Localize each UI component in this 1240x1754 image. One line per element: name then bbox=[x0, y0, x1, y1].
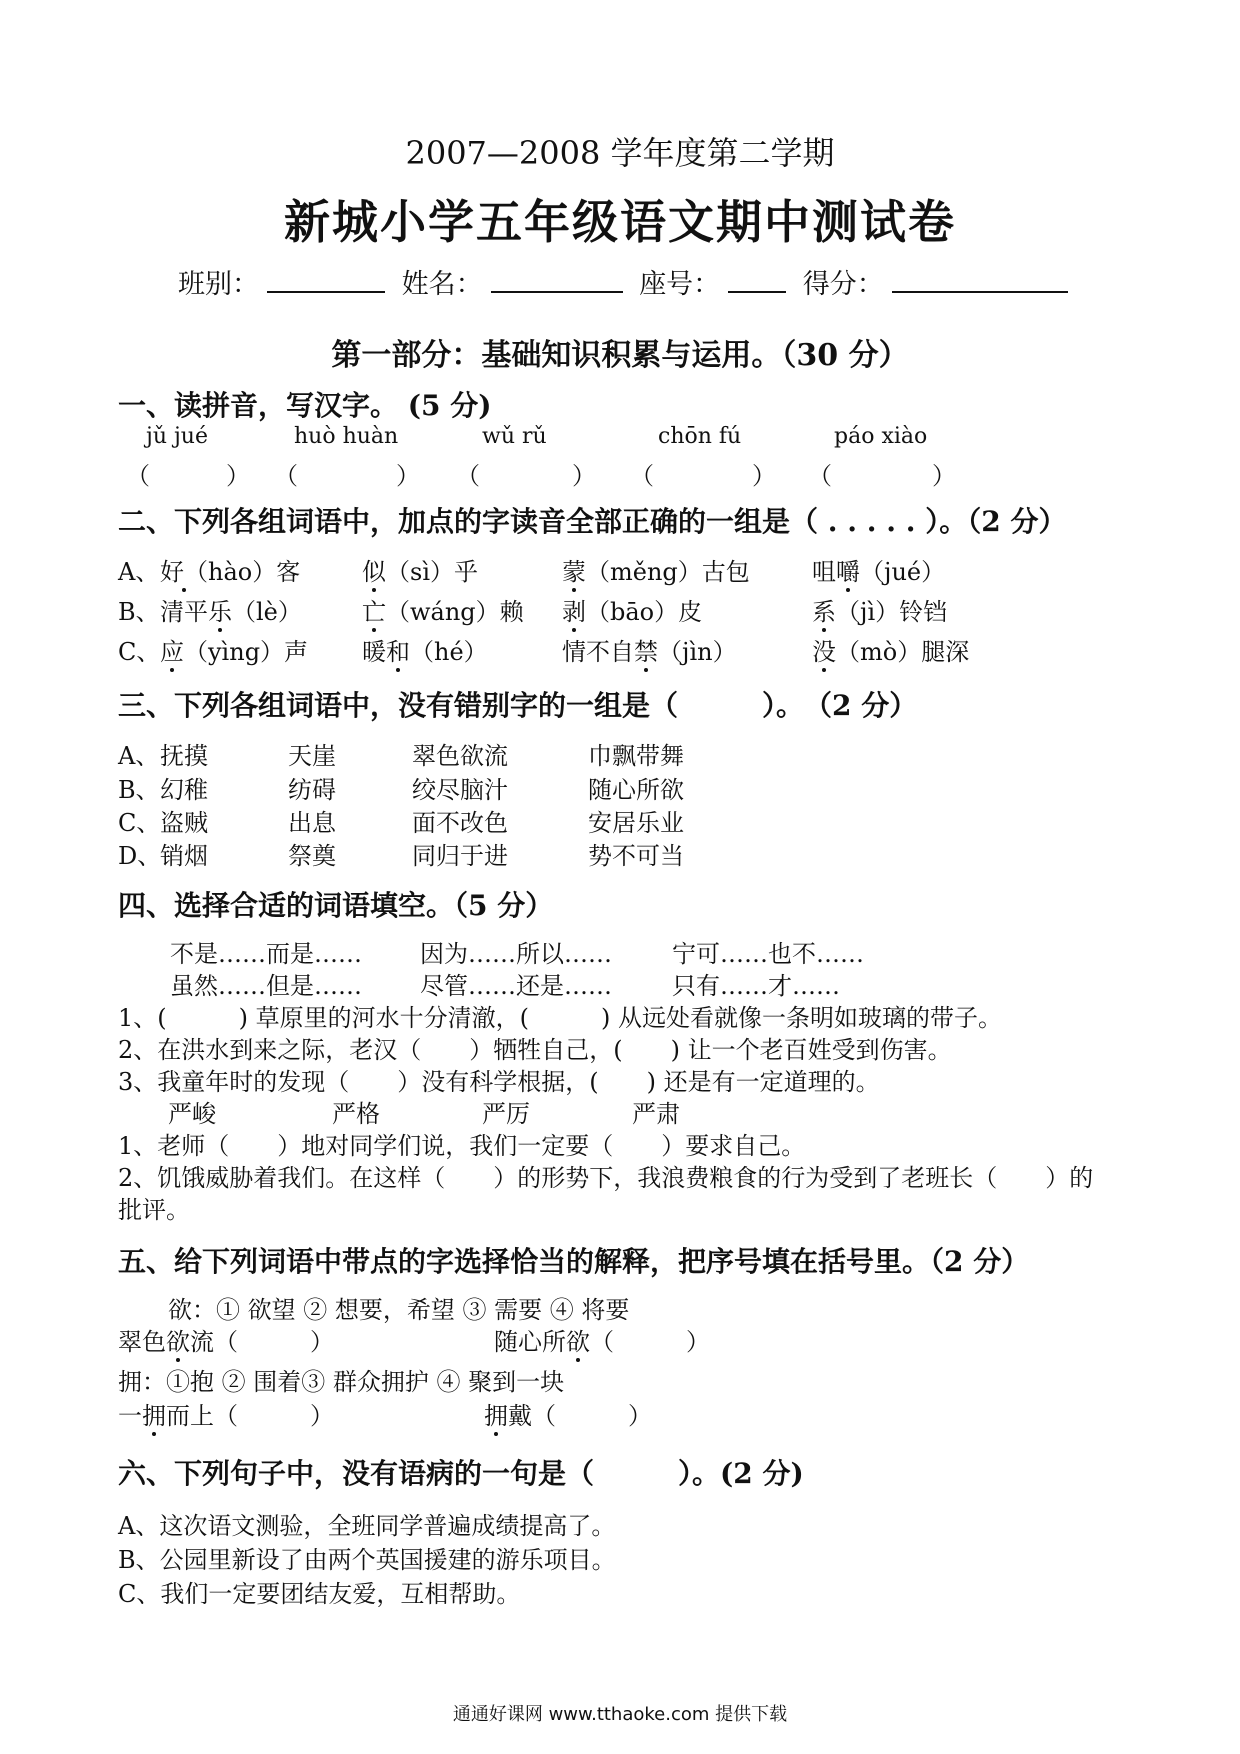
footer-note: 通通好课网 www.tthaoke.com 提供下载 bbox=[452, 1704, 788, 1725]
q4-sentence-3: 3、我童年时的发现（ ）没有科学根据，( ) 还是有一定道理的。 bbox=[118, 1068, 880, 1096]
q3-c-w4: 安居乐业 bbox=[588, 809, 684, 837]
q3-row-a: A、 bbox=[118, 742, 160, 770]
q6-title: 六、下列句子中，没有语病的一句是（ ）。(2 分) bbox=[118, 1457, 804, 1490]
q5-def-2: 拥：①抱 ② 围着③ 群众拥护 ④ 聚到一块 bbox=[118, 1368, 565, 1396]
q3-d-w2: 祭奠 bbox=[288, 842, 336, 870]
q3-d-w4: 势不可当 bbox=[588, 842, 684, 870]
score-field[interactable] bbox=[892, 265, 1068, 293]
q1-bracket-4-close: ） bbox=[752, 462, 776, 490]
q4-opt-4: 虽然……但是…… bbox=[170, 972, 362, 1000]
q3-c-w1: 盗贼 bbox=[160, 809, 208, 837]
q3-a-w3: 翠色欲流 bbox=[412, 742, 508, 770]
q1-pinyin-2: huò huàn bbox=[294, 424, 399, 449]
q2-c-item-4: 没（mò）腿深 bbox=[812, 638, 970, 666]
q1-bracket-4-open: （ bbox=[630, 462, 654, 490]
class-label: 班别： bbox=[178, 269, 259, 300]
q3-b-w3: 绞尽脑汁 bbox=[412, 776, 508, 804]
seat-field[interactable] bbox=[728, 265, 786, 293]
score-label: 得分： bbox=[802, 269, 884, 300]
q3-a-w2: 天崖 bbox=[288, 742, 336, 770]
q4-word-3: 严厉 bbox=[482, 1100, 530, 1128]
info-line bbox=[178, 262, 1076, 301]
q3-row-d: D、 bbox=[118, 842, 162, 870]
q6-option-a: A、这次语文测验，全班同学普遍成绩提高了。 bbox=[118, 1512, 616, 1540]
q1-bracket-2-open: （ bbox=[274, 462, 298, 490]
q3-a-w1: 抚摸 bbox=[160, 742, 208, 770]
q2-c-item-2: 暖和（hé） bbox=[362, 638, 488, 666]
q1-pinyin-3: wǔ rǔ bbox=[482, 424, 547, 449]
q4-word-2: 严格 bbox=[332, 1100, 380, 1128]
q5-item-1b: 随心所欲（ ） bbox=[494, 1328, 710, 1356]
q2-c-item-3: 情不自禁（jìn） bbox=[562, 638, 737, 666]
q3-b-w2: 纺碍 bbox=[288, 776, 336, 804]
q2-a-item-2: 似（sì）乎 bbox=[362, 558, 478, 586]
q3-c-w2: 出息 bbox=[288, 809, 336, 837]
q1-bracket-5-open: （ bbox=[808, 462, 832, 490]
q2-b-item-1: 清平乐（lè） bbox=[160, 598, 302, 626]
q6-option-b: B、公园里新设了由两个英国援建的游乐项目。 bbox=[118, 1546, 616, 1574]
q4-sentence-1: 1、( ) 草原里的河水十分清澈，( ) 从远处看就像一条明如玻璃的带子。 bbox=[118, 1004, 1002, 1032]
q3-b-w4: 随心所欲 bbox=[588, 776, 684, 804]
q2-b-item-4: 系（jì）铃铛 bbox=[812, 598, 948, 626]
q3-b-w1: 幻稚 bbox=[160, 776, 208, 804]
name-field[interactable] bbox=[491, 265, 623, 293]
class-field[interactable] bbox=[267, 265, 385, 293]
q2-title: 二、下列各组词语中，加点的字读音全部正确的一组是（ . . . . . ）。（2 分） bbox=[118, 505, 1067, 538]
q2-row-a-label: A、 bbox=[118, 558, 160, 586]
q6-option-c: C、我们一定要团结友爱，互相帮助。 bbox=[118, 1580, 521, 1608]
q3-a-w4: 巾飘带舞 bbox=[588, 742, 684, 770]
q1-title: 一、读拼音，写汉字。 (5 分) bbox=[118, 389, 492, 422]
q4-sentence-4: 1、老师（ ）地对同学们说，我们一定要（ ）要求自己。 bbox=[118, 1132, 806, 1160]
q1-bracket-1-open: （ bbox=[126, 462, 150, 490]
q4-opt-1: 不是……而是…… bbox=[170, 940, 362, 968]
q2-a-item-3: 蒙（měng）古包 bbox=[562, 558, 750, 586]
q4-word-1: 严峻 bbox=[168, 1100, 216, 1128]
q4-sentence-5: 2、饥饿威胁着我们。在这样（ ）的形势下，我浪费粮食的行为受到了老班长（ ）的 bbox=[118, 1164, 1094, 1192]
q3-row-b: B、 bbox=[118, 776, 160, 804]
q2-a-item-1: 好（hào）客 bbox=[160, 558, 301, 586]
q1-bracket-3-open: （ bbox=[456, 462, 480, 490]
q2-a-item-4: 咀嚼（jué） bbox=[812, 558, 946, 586]
q4-opt-5: 尽管……还是…… bbox=[420, 972, 612, 1000]
q1-pinyin-1: jǔ jué bbox=[146, 424, 208, 449]
q5-item-1a: 翠色欲流（ ） bbox=[118, 1328, 334, 1356]
q1-bracket-2-close: ） bbox=[396, 462, 420, 490]
q4-opt-6: 只有……才…… bbox=[672, 972, 840, 1000]
q3-row-c: C、 bbox=[118, 809, 161, 837]
q1-pinyin-5: páo xiào bbox=[834, 424, 928, 449]
q4-word-4: 严肃 bbox=[632, 1100, 680, 1128]
part-one-heading: 第一部分：基础知识积累与运用。（30 分） bbox=[331, 338, 909, 373]
exam-subtitle: 2007—2008 学年度第二学期 bbox=[405, 134, 835, 172]
q3-c-w3: 面不改色 bbox=[412, 809, 508, 837]
q5-def-1: 欲：① 欲望 ② 想要，希望 ③ 需要 ④ 将要 bbox=[168, 1296, 630, 1324]
q3-title: 三、下列各组词语中，没有错别字的一组是（ ）。 （2 分） bbox=[118, 689, 918, 722]
q5-item-2b: 拥戴（ ） bbox=[484, 1402, 652, 1430]
q5-title: 五、给下列词语中带点的字选择恰当的解释，把序号填在括号里。（2 分） bbox=[118, 1245, 1030, 1278]
q1-bracket-3-close: ） bbox=[572, 462, 596, 490]
q2-c-item-1: 应（yìng）声 bbox=[160, 638, 309, 666]
q4-opt-3: 宁可……也不…… bbox=[672, 940, 864, 968]
q3-d-w1: 销烟 bbox=[160, 842, 208, 870]
q1-pinyin-4: chōn fú bbox=[658, 424, 742, 449]
seat-label: 座号： bbox=[639, 269, 721, 300]
name-label: 姓名： bbox=[401, 269, 483, 300]
q2-b-item-3: 剥（bāo）皮 bbox=[562, 598, 703, 626]
q4-sentence-2: 2、在洪水到来之际，老汉（ ）牺牲自己，( ) 让一个老百姓受到伤害。 bbox=[118, 1036, 952, 1064]
q4-title: 四、选择合适的词语填空。（5 分） bbox=[118, 889, 554, 922]
q1-bracket-5-close: ） bbox=[932, 462, 956, 490]
q5-item-2a: 一拥而上（ ） bbox=[118, 1402, 334, 1430]
q2-b-item-2: 亡（wáng）赖 bbox=[362, 598, 524, 626]
q1-bracket-1-close: ） bbox=[226, 462, 250, 490]
q3-d-w3: 同归于进 bbox=[412, 842, 508, 870]
exam-title: 新城小学五年级语文期中测试卷 bbox=[284, 195, 956, 249]
q2-row-b-label: B、 bbox=[118, 598, 160, 626]
q4-opt-2: 因为……所以…… bbox=[420, 940, 612, 968]
q4-sentence-5-cont: 批评。 bbox=[118, 1196, 190, 1224]
q2-row-c-label: C、 bbox=[118, 638, 161, 666]
